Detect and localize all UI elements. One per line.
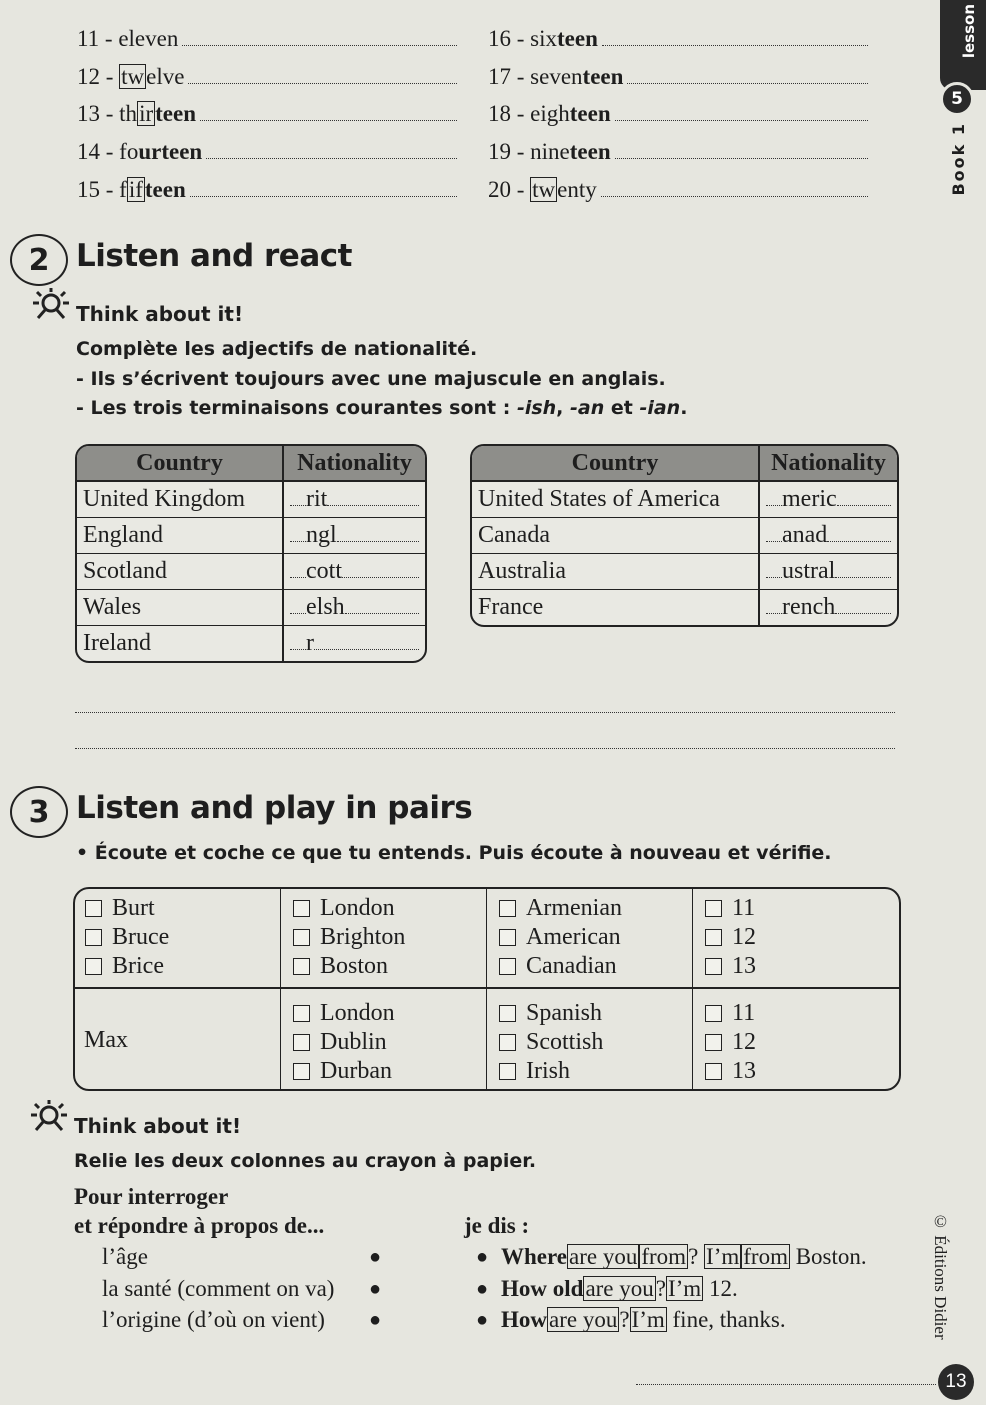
checkbox[interactable] — [293, 1063, 310, 1080]
checkbox[interactable] — [705, 1034, 722, 1051]
checkbox-option[interactable]: Bruce — [85, 923, 169, 952]
checkbox[interactable] — [293, 900, 310, 917]
column-header: Nationality — [284, 446, 425, 482]
checkbox[interactable] — [499, 1034, 516, 1051]
match-dot[interactable]: ● — [369, 1309, 382, 1331]
checkbox-option[interactable]: Brighton — [293, 923, 405, 952]
lesson-tab — [940, 0, 986, 90]
section-title: Listen and play in pairs — [76, 790, 473, 826]
think-heading: Think about it! — [76, 302, 244, 326]
side-tab — [940, 0, 986, 210]
boxed-letters: tw — [121, 64, 145, 89]
checkbox[interactable] — [705, 900, 722, 917]
table-row — [472, 554, 897, 590]
checkbox[interactable] — [499, 1005, 516, 1022]
checkbox-option[interactable]: 11 — [705, 999, 755, 1028]
checkbox[interactable] — [293, 958, 310, 975]
number-row: 14 - fourteen — [77, 139, 457, 165]
checkbox[interactable] — [85, 929, 102, 946]
country-cell: Scotland — [77, 554, 284, 590]
table-row — [77, 590, 425, 626]
nationality-cell[interactable]: r — [284, 626, 425, 661]
answer-line[interactable] — [615, 140, 868, 159]
table-row — [77, 482, 425, 518]
checkbox-option[interactable]: 12 — [705, 923, 756, 952]
checkbox[interactable] — [705, 958, 722, 975]
answer-line[interactable] — [182, 27, 457, 46]
number-row: 15 - fifteen — [77, 177, 457, 203]
answer-line[interactable] — [206, 140, 457, 159]
column-header: Country — [77, 446, 284, 482]
name-label: Max — [84, 1027, 128, 1053]
checkbox-option[interactable]: Durban — [293, 1057, 392, 1086]
answer-line[interactable] — [602, 27, 868, 46]
nationality-cell[interactable]: anad — [760, 518, 897, 554]
nationality-cell[interactable]: ngl — [284, 518, 425, 554]
topic-item: l’origine (d’où on vient) — [102, 1307, 325, 1332]
checkbox-option[interactable]: Spanish — [499, 999, 602, 1028]
country-cell: Canada — [472, 518, 760, 554]
section-number-badge: 3 — [10, 786, 68, 838]
answer-line[interactable] — [627, 65, 868, 84]
instruction-line: Relie les deux colonnes au crayon à papier. — [74, 1150, 537, 1172]
checkbox[interactable] — [293, 929, 310, 946]
checkbox-option[interactable]: Burt — [85, 894, 155, 923]
match-dot[interactable]: ● — [476, 1309, 489, 1331]
writing-line[interactable] — [75, 748, 895, 749]
number-row: 11 - eleven — [77, 26, 457, 52]
table-row — [472, 482, 897, 518]
country-cell: Wales — [77, 590, 284, 626]
nationality-cell[interactable]: rench — [760, 590, 897, 625]
number-row: 20 - twenty — [488, 177, 868, 203]
instruction-line: Complète les adjectifs de nationalité. — [76, 338, 478, 360]
checkbox[interactable] — [705, 929, 722, 946]
table-row — [77, 554, 425, 590]
checkbox-option[interactable]: 13 — [705, 952, 756, 981]
checkbox-option[interactable]: London — [293, 894, 395, 923]
checkbox-option[interactable]: London — [293, 999, 395, 1028]
checkbox-option[interactable]: Scottish — [499, 1028, 603, 1057]
answer-line[interactable] — [190, 178, 457, 197]
number-row: 18 - eighteen — [488, 101, 868, 127]
checkbox[interactable] — [705, 1063, 722, 1080]
checkbox[interactable] — [85, 958, 102, 975]
nationality-cell[interactable]: meric — [760, 482, 897, 518]
match-dot[interactable]: ● — [476, 1246, 489, 1268]
checkbox-option[interactable]: Boston — [293, 952, 388, 981]
checkbox[interactable] — [293, 1034, 310, 1051]
nationality-cell[interactable]: cott — [284, 554, 425, 590]
country-cell: United States of America — [472, 482, 760, 518]
column-header: Country — [472, 446, 760, 482]
right-heading: je dis : — [464, 1213, 530, 1238]
checkbox-option[interactable]: Canadian — [499, 952, 617, 981]
country-cell: Australia — [472, 554, 760, 590]
country-cell: United Kingdom — [77, 482, 284, 518]
boxed-letters: ir — [139, 101, 154, 126]
match-dot[interactable]: ● — [369, 1278, 382, 1300]
checkbox-option[interactable]: 11 — [705, 894, 755, 923]
number-row: 17 - seventeen — [488, 64, 868, 90]
section-number-badge: 2 — [10, 234, 68, 286]
phrase-item: Howare you?I’m fine, thanks. — [501, 1307, 786, 1332]
page-number: 13 — [938, 1364, 974, 1400]
nationality-cell[interactable]: rit — [284, 482, 425, 518]
boxed-letters: if — [128, 177, 143, 202]
think-heading: Think about it! — [74, 1114, 242, 1138]
lesson-label: lesson — [960, 4, 978, 59]
section-title: Listen and react — [76, 238, 352, 274]
answer-line[interactable] — [615, 102, 868, 121]
left-heading: et répondre à propos de... — [74, 1213, 325, 1238]
nationality-table-right — [470, 444, 899, 627]
number-row: 19 - nineteen — [488, 139, 868, 165]
table-row — [77, 518, 425, 554]
book-label: Book 1 — [949, 122, 968, 196]
checkbox-option[interactable]: Armenian — [499, 894, 622, 923]
lesson-number-badge: 5 — [940, 82, 974, 116]
answer-line[interactable] — [200, 102, 457, 121]
table-row — [472, 590, 897, 625]
checkbox[interactable] — [293, 1005, 310, 1022]
checkbox[interactable] — [499, 958, 516, 975]
checkbox-option[interactable]: 13 — [705, 1057, 756, 1086]
checkbox-option[interactable]: Dublin — [293, 1028, 387, 1057]
listening-grid — [73, 887, 901, 1091]
checkbox-option[interactable]: 12 — [705, 1028, 756, 1057]
checkbox[interactable] — [85, 900, 102, 917]
left-heading: Pour interroger — [74, 1184, 229, 1209]
nationality-table-left — [75, 444, 427, 663]
instruction-line: - Les trois terminaisons courantes sont : -ish, -an et -ian. — [76, 397, 688, 419]
lightbulb-icon — [30, 1100, 70, 1134]
number-row: 13 - thirteen — [77, 101, 457, 127]
country-cell: France — [472, 590, 760, 625]
boxed-letters: tw — [532, 177, 556, 202]
checkbox[interactable] — [499, 1063, 516, 1080]
instruction-line: • Écoute et coche ce que tu entends. Puis écoute à nouveau et vérifie. — [76, 842, 832, 864]
country-cell: England — [77, 518, 284, 554]
match-dot[interactable]: ● — [476, 1278, 489, 1300]
match-dot[interactable]: ● — [369, 1246, 382, 1268]
checkbox[interactable] — [499, 929, 516, 946]
checkbox-option[interactable]: Brice — [85, 952, 164, 981]
number-row: 12 - twelve — [77, 64, 457, 90]
nationality-cell[interactable]: ustral — [760, 554, 897, 590]
nationality-cell[interactable]: elsh — [284, 590, 425, 626]
answer-line[interactable] — [601, 178, 868, 197]
checkbox[interactable] — [705, 1005, 722, 1022]
checkbox-option[interactable]: American — [499, 923, 621, 952]
topic-item: la santé (comment on va) — [102, 1276, 335, 1301]
country-cell: Ireland — [77, 626, 284, 661]
answer-line[interactable] — [188, 65, 457, 84]
table-row — [472, 518, 897, 554]
phrase-item: Whereare you from? I’m from Boston. — [501, 1244, 867, 1269]
instruction-line: - Ils s’écrivent toujours avec une majuscule en anglais. — [76, 368, 666, 390]
checkbox-option[interactable]: Irish — [499, 1057, 570, 1086]
phrase-item: How oldare you?I’m 12. — [501, 1276, 738, 1301]
lightbulb-icon — [32, 288, 72, 322]
column-header: Nationality — [760, 446, 897, 482]
table-row — [77, 626, 425, 661]
checkbox[interactable] — [499, 900, 516, 917]
topic-item: l’âge — [102, 1244, 148, 1269]
number-row: 16 - sixteen — [488, 26, 868, 52]
grid-divider — [75, 987, 899, 989]
writing-line[interactable] — [75, 712, 895, 713]
writing-line — [636, 1384, 936, 1385]
copyright: © Éditions Didier — [931, 1212, 950, 1340]
